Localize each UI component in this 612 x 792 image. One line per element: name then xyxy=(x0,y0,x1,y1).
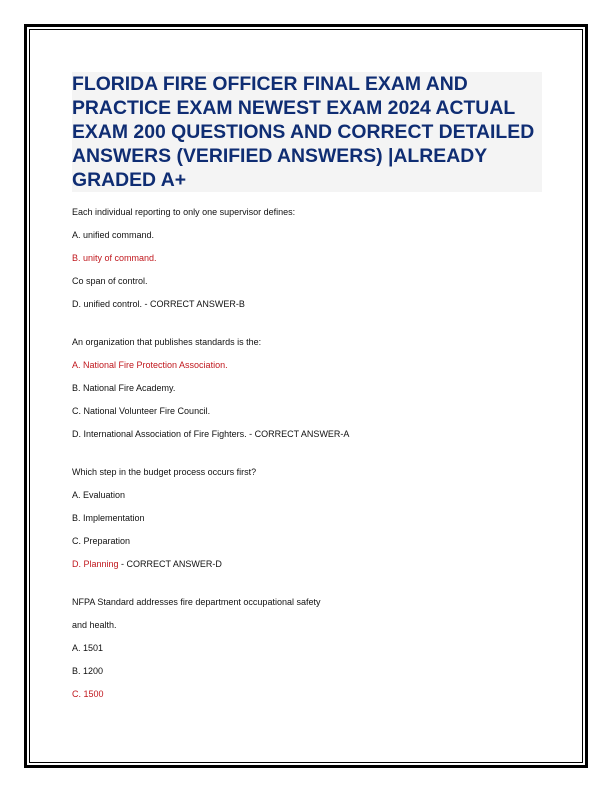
question-4-option-a: A. 1501 xyxy=(72,643,104,653)
question-2-option-b: B. National Fire Academy. xyxy=(72,383,176,393)
document-content xyxy=(72,72,542,700)
question-4-prompt-line-1: NFPA Standard addresses fire department occupational safety xyxy=(72,597,321,607)
question-1-option-c: Co span of control. xyxy=(72,276,148,286)
question-3-answer: - CORRECT ANSWER-D xyxy=(118,559,222,569)
question-4 xyxy=(72,597,542,700)
question-1-prompt: Each individual reporting to only one supervisor defines: xyxy=(72,207,296,217)
question-2-option-c: C. National Volunteer Fire Council. xyxy=(72,406,211,416)
question-3-option-b: B. Implementation xyxy=(72,513,145,523)
question-1-answer: - CORRECT ANSWER-B xyxy=(142,299,245,309)
question-2-answer: - CORRECT ANSWER-A xyxy=(246,429,350,439)
question-4-prompt-line-2: and health. xyxy=(72,620,117,630)
question-4-option-c: C. 1500 xyxy=(72,689,104,699)
question-3-option-a: A. Evaluation xyxy=(72,490,126,500)
question-1-option-d xyxy=(72,299,542,310)
question-1-option-d-text: D. unified control. xyxy=(72,299,143,309)
question-2-option-a: A. National Fire Protection Association. xyxy=(72,360,228,370)
question-1 xyxy=(72,207,542,310)
question-2 xyxy=(72,337,542,440)
question-2-option-d xyxy=(72,429,542,440)
question-1-option-a: A. unified command. xyxy=(72,230,155,240)
document-title: FLORIDA FIRE OFFICER FINAL EXAM AND PRACTICE EXAM NEWEST EXAM 2024 ACTUAL EXAM 200 QUESTIONS AND CORRECT DETAILED ANSWERS (VERIFIED ANSWERS) |ALREADY GRADED A+ xyxy=(72,72,542,192)
question-3-option-d-text: D. Planning xyxy=(72,559,119,569)
question-3-prompt: Which step in the budget process occurs first? xyxy=(72,467,257,477)
question-3 xyxy=(72,467,542,570)
question-1-option-b: B. unity of command. xyxy=(72,253,157,263)
question-4-option-b: B. 1200 xyxy=(72,666,104,676)
question-3-option-d xyxy=(72,559,542,570)
question-3-option-c: C. Preparation xyxy=(72,536,131,546)
question-2-prompt: An organization that publishes standards is the: xyxy=(72,337,262,347)
question-2-option-d-text: D. International Association of Fire Fighters. xyxy=(72,429,247,439)
